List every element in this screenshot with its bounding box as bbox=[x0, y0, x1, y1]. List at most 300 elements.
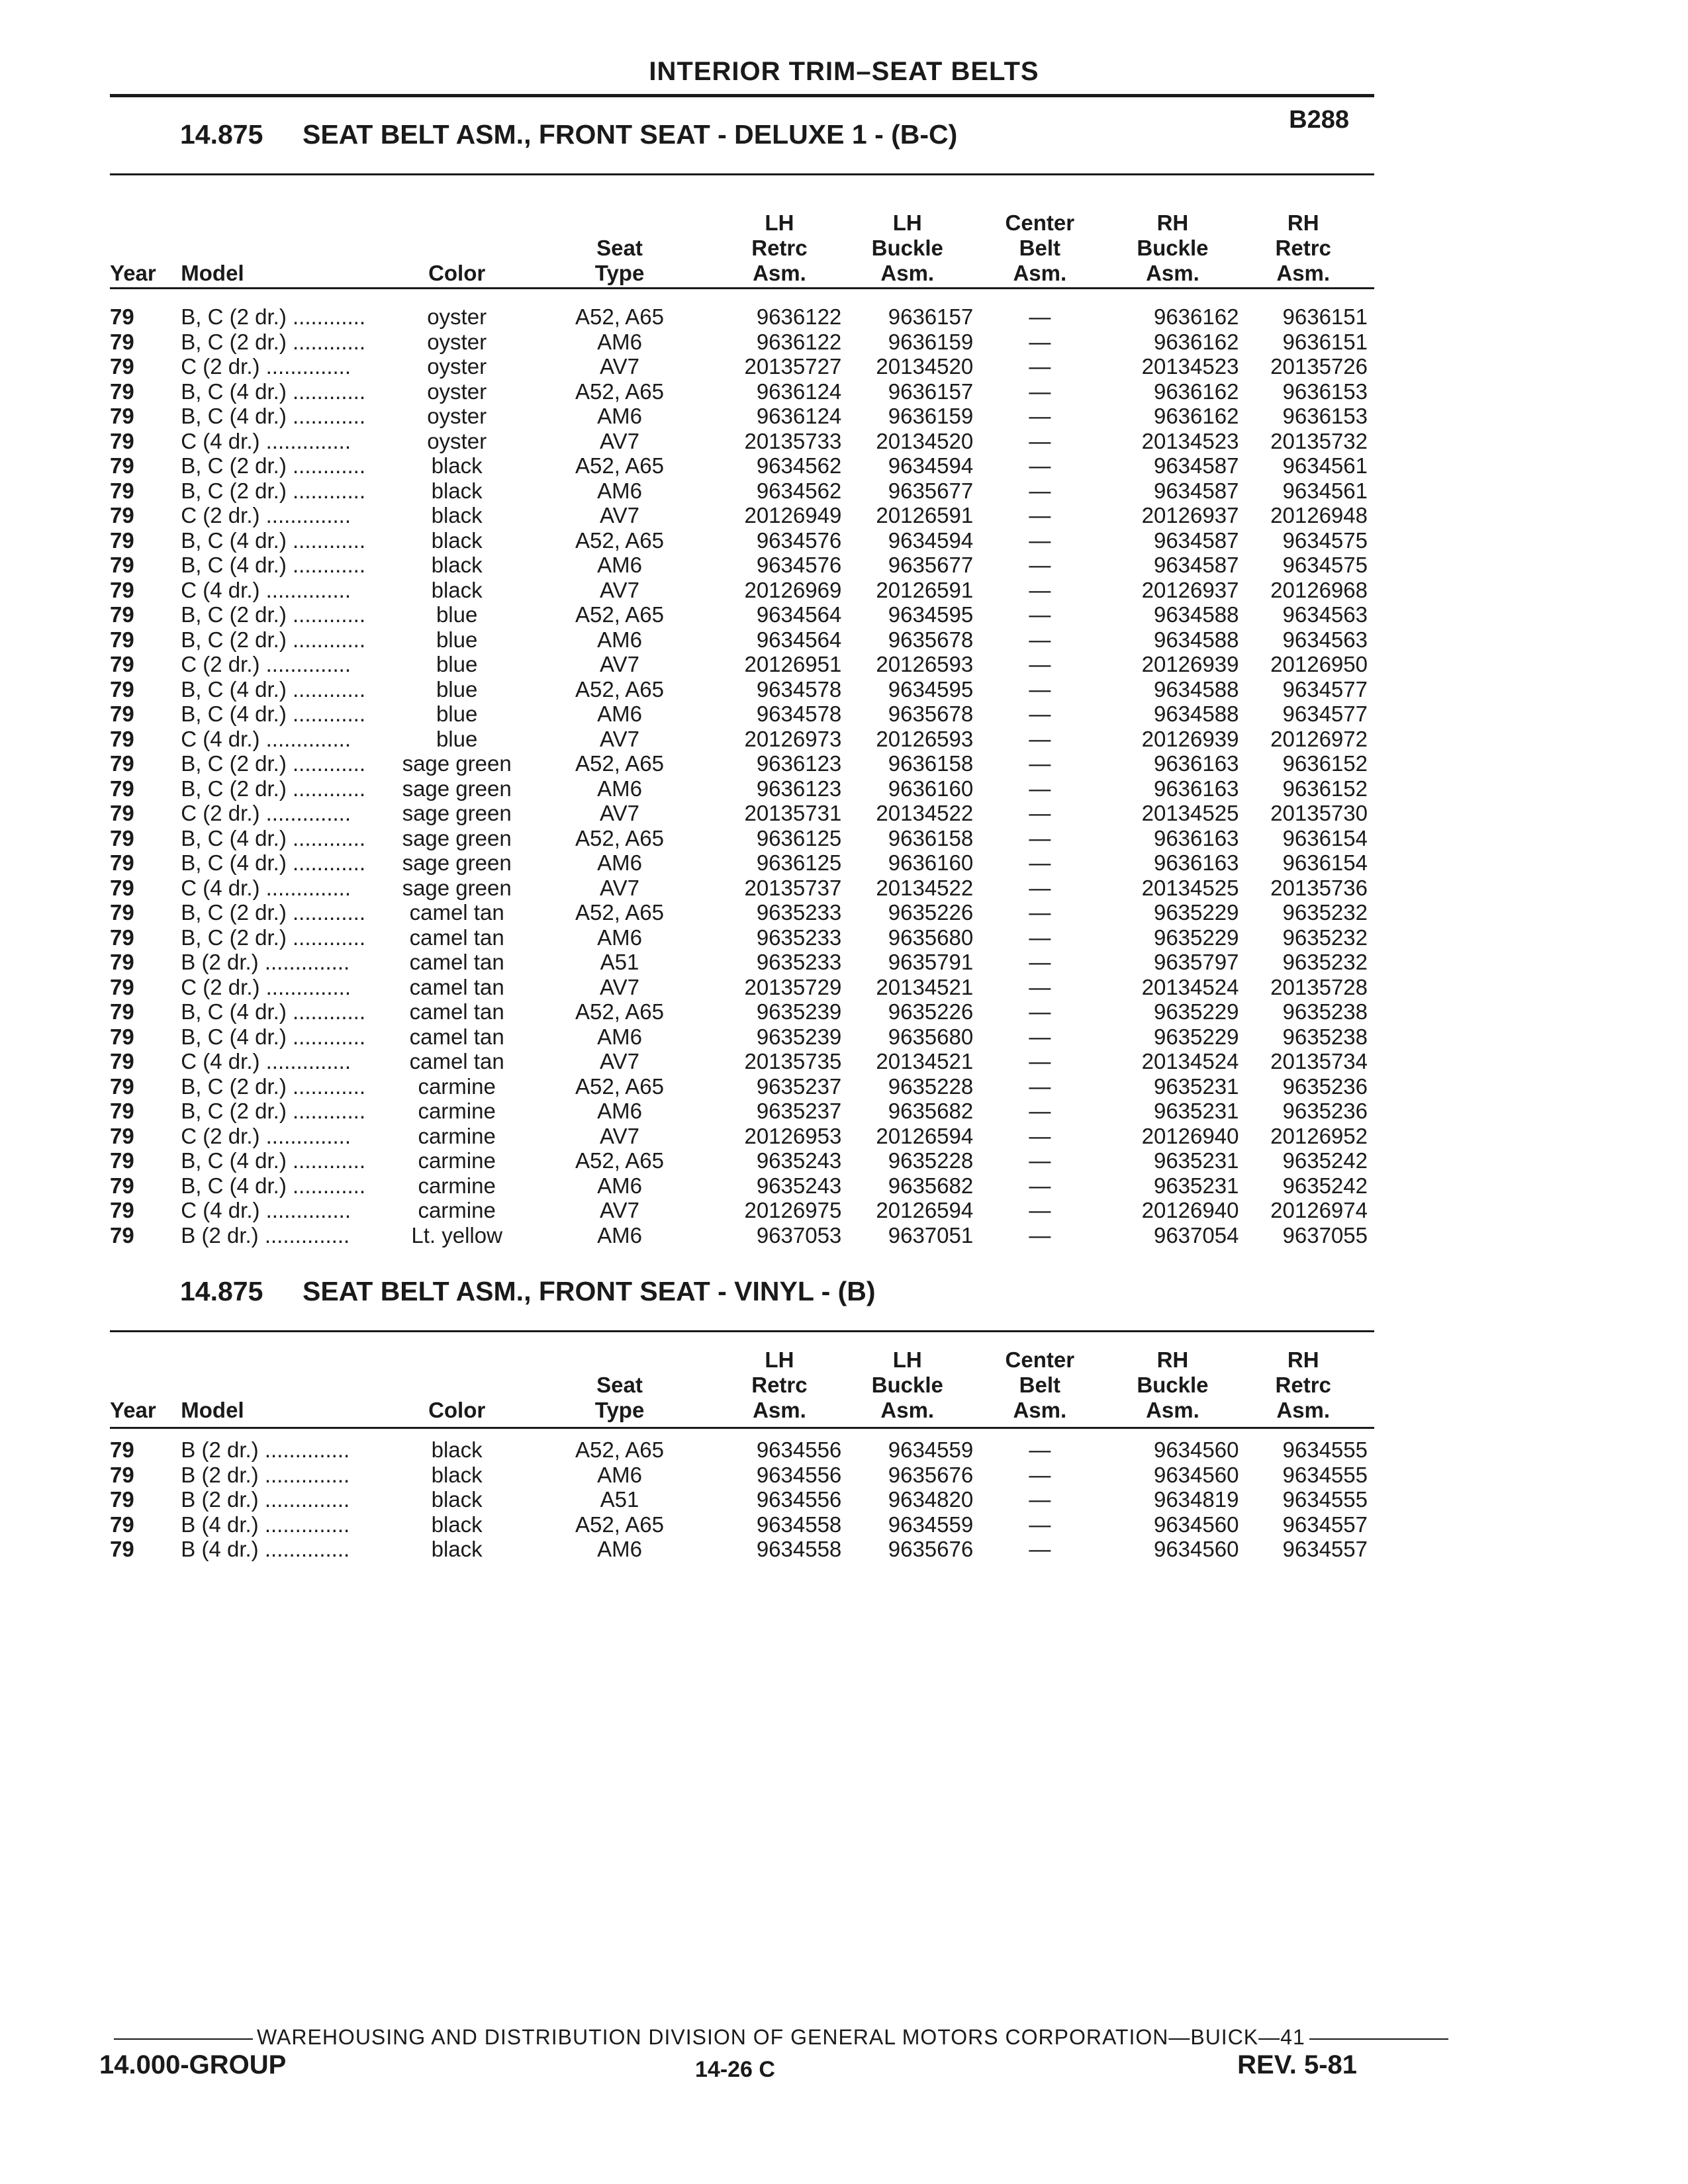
color-cell: oyster bbox=[427, 304, 487, 330]
color-cell: camel tan bbox=[409, 1024, 504, 1049]
rh-retr-cell: 20126948 bbox=[1270, 503, 1368, 528]
lh-retr-cell: 9634556 bbox=[756, 1437, 842, 1463]
table-row bbox=[110, 453, 1368, 478]
model-cell: B (2 dr.) .............. bbox=[181, 1462, 350, 1487]
rh-buckle-cell: 9634560 bbox=[1153, 1462, 1239, 1487]
lh-retr-cell: 20135735 bbox=[744, 1049, 842, 1074]
col-lh-retr: LH Retrc Asm. bbox=[751, 1347, 808, 1422]
table-row bbox=[110, 1198, 1368, 1223]
year-cell: 79 bbox=[110, 1049, 134, 1074]
lh-buckle-cell: 20126591 bbox=[876, 577, 974, 602]
model-cell: B, C (2 dr.) ............ bbox=[181, 1073, 366, 1099]
model-cell: B (2 dr.) .............. bbox=[181, 1487, 350, 1512]
table-row bbox=[110, 379, 1368, 404]
footer-group: 14.000-GROUP bbox=[99, 2050, 287, 2079]
lh-retr-cell: 20135731 bbox=[744, 801, 842, 826]
year-cell: 79 bbox=[110, 801, 134, 826]
color-cell: blue bbox=[436, 676, 478, 702]
center-belt-cell: — bbox=[1029, 1173, 1051, 1198]
rh-retr-cell: 9635238 bbox=[1282, 1024, 1368, 1049]
lh-buckle-cell: 9634595 bbox=[888, 602, 974, 627]
color-cell: camel tan bbox=[409, 950, 504, 975]
table-row bbox=[110, 925, 1368, 950]
seat-type-cell: A51 bbox=[600, 1487, 639, 1512]
table-row bbox=[110, 727, 1368, 752]
table-row bbox=[110, 950, 1368, 975]
rh-retr-cell: 20135736 bbox=[1270, 875, 1368, 900]
table-row bbox=[110, 826, 1368, 851]
table-row bbox=[110, 503, 1368, 528]
year-cell: 79 bbox=[110, 974, 134, 999]
seat-type-cell: A52, A65 bbox=[575, 825, 664, 850]
rh-buckle-cell: 9636163 bbox=[1153, 751, 1239, 776]
table-row bbox=[110, 850, 1368, 876]
lh-retr-cell: 9635239 bbox=[756, 1024, 842, 1049]
lh-retr-cell: 9634556 bbox=[756, 1487, 842, 1512]
section-2-table bbox=[110, 1345, 1368, 1562]
rh-retr-cell: 9636153 bbox=[1282, 404, 1368, 429]
model-cell: B, C (4 dr.) ............ bbox=[181, 702, 366, 727]
table-row bbox=[110, 528, 1368, 553]
seat-type-cell: AV7 bbox=[600, 1198, 639, 1223]
seat-type-cell: AM6 bbox=[597, 850, 642, 876]
table-row bbox=[110, 304, 1368, 330]
lh-retr-cell: 9635239 bbox=[756, 999, 842, 1024]
lh-retr-cell: 20126975 bbox=[744, 1198, 842, 1223]
year-cell: 79 bbox=[110, 751, 134, 776]
table-row bbox=[110, 1074, 1368, 1099]
lh-buckle-cell: 9636157 bbox=[888, 304, 974, 330]
rh-buckle-cell: 9635231 bbox=[1153, 1099, 1239, 1124]
lh-buckle-cell: 20126593 bbox=[876, 652, 974, 677]
rh-retr-cell: 9636153 bbox=[1282, 379, 1368, 404]
seat-type-cell: AV7 bbox=[600, 875, 639, 900]
rh-buckle-cell: 20134523 bbox=[1141, 354, 1239, 379]
table-row bbox=[110, 478, 1368, 504]
lh-buckle-cell: 9635678 bbox=[888, 627, 974, 652]
table-row bbox=[110, 354, 1368, 379]
rh-buckle-cell: 9634587 bbox=[1153, 478, 1239, 503]
rh-buckle-cell: 9636162 bbox=[1153, 329, 1239, 354]
lh-retr-cell: 20126969 bbox=[744, 577, 842, 602]
color-cell: blue bbox=[436, 602, 478, 627]
center-belt-cell: — bbox=[1029, 1148, 1051, 1173]
color-cell: black bbox=[431, 1437, 483, 1463]
year-cell: 79 bbox=[110, 1537, 134, 1562]
rh-retr-cell: 9635232 bbox=[1282, 950, 1368, 975]
year-cell: 79 bbox=[110, 478, 134, 503]
center-belt-cell: — bbox=[1029, 925, 1051, 950]
model-cell: B, C (2 dr.) ............ bbox=[181, 478, 366, 503]
color-cell: oyster bbox=[427, 428, 487, 453]
lh-retr-cell: 20126949 bbox=[744, 503, 842, 528]
center-belt-cell: — bbox=[1029, 1024, 1051, 1049]
seat-type-cell: AV7 bbox=[600, 801, 639, 826]
rh-retr-cell: 9634577 bbox=[1282, 676, 1368, 702]
rh-buckle-cell: 9634588 bbox=[1153, 627, 1239, 652]
center-belt-cell: — bbox=[1029, 329, 1051, 354]
color-cell: black bbox=[431, 1487, 483, 1512]
col-rh-retr: RH Retrc Asm. bbox=[1275, 1347, 1331, 1422]
footer-division-text: WAREHOUSING AND DISTRIBUTION DIVISION OF GENERAL MOTORS CORPORATION—BUICK—41 bbox=[257, 2025, 1305, 2049]
year-cell: 79 bbox=[110, 577, 134, 602]
lh-buckle-cell: 9635682 bbox=[888, 1099, 974, 1124]
center-belt-cell: — bbox=[1029, 304, 1051, 330]
rh-buckle-cell: 9634588 bbox=[1153, 602, 1239, 627]
year-cell: 79 bbox=[110, 627, 134, 652]
year-cell: 79 bbox=[110, 1073, 134, 1099]
lh-retr-cell: 9634562 bbox=[756, 478, 842, 503]
lh-retr-cell: 20126953 bbox=[744, 1123, 842, 1148]
color-cell: camel tan bbox=[409, 999, 504, 1024]
center-belt-cell: — bbox=[1029, 379, 1051, 404]
seat-type-cell: AV7 bbox=[600, 354, 639, 379]
year-cell: 79 bbox=[110, 1198, 134, 1223]
seat-type-cell: A52, A65 bbox=[575, 1148, 664, 1173]
lh-buckle-cell: 9635677 bbox=[888, 553, 974, 578]
rh-buckle-cell: 9635231 bbox=[1153, 1073, 1239, 1099]
color-cell: sage green bbox=[402, 751, 512, 776]
color-cell: sage green bbox=[402, 875, 512, 900]
year-cell: 79 bbox=[110, 354, 134, 379]
seat-type-cell: AM6 bbox=[597, 1173, 642, 1198]
model-cell: B, C (2 dr.) ............ bbox=[181, 751, 366, 776]
seat-type-cell: A52, A65 bbox=[575, 900, 664, 925]
table-row bbox=[110, 1049, 1368, 1074]
table-row bbox=[110, 1024, 1368, 1050]
model-cell: B, C (2 dr.) ............ bbox=[181, 776, 366, 801]
color-cell: sage green bbox=[402, 776, 512, 801]
year-cell: 79 bbox=[110, 379, 134, 404]
rh-buckle-cell: 20126939 bbox=[1141, 652, 1239, 677]
year-cell: 79 bbox=[110, 676, 134, 702]
center-belt-cell: — bbox=[1029, 428, 1051, 453]
rh-retr-cell: 9635242 bbox=[1282, 1148, 1368, 1173]
seat-type-cell: A52, A65 bbox=[575, 999, 664, 1024]
rh-buckle-cell: 9637054 bbox=[1153, 1222, 1239, 1248]
seat-type-cell: A52, A65 bbox=[575, 453, 664, 478]
rh-buckle-cell: 9636162 bbox=[1153, 404, 1239, 429]
col-center-belt: Center Belt Asm. bbox=[1005, 1347, 1075, 1422]
seat-type-cell: AM6 bbox=[597, 329, 642, 354]
lh-retr-cell: 20126951 bbox=[744, 652, 842, 677]
model-cell: B, C (2 dr.) ............ bbox=[181, 627, 366, 652]
center-belt-cell: — bbox=[1029, 453, 1051, 478]
center-belt-cell: — bbox=[1029, 801, 1051, 826]
year-cell: 79 bbox=[110, 1462, 134, 1487]
lh-retr-cell: 9634558 bbox=[756, 1512, 842, 1537]
center-belt-cell: — bbox=[1029, 553, 1051, 578]
rh-buckle-cell: 9634560 bbox=[1153, 1537, 1239, 1562]
color-cell: camel tan bbox=[409, 1049, 504, 1074]
year-cell: 79 bbox=[110, 602, 134, 627]
table-row bbox=[110, 1173, 1368, 1199]
rh-buckle-cell: 20134524 bbox=[1141, 974, 1239, 999]
rh-buckle-cell: 20126939 bbox=[1141, 726, 1239, 751]
section-1-top-rule bbox=[110, 173, 1374, 175]
seat-type-cell: AM6 bbox=[597, 1462, 642, 1487]
lh-retr-cell: 9634576 bbox=[756, 527, 842, 553]
seat-type-cell: AV7 bbox=[600, 726, 639, 751]
lh-retr-cell: 9636122 bbox=[756, 304, 842, 330]
col-model: Model bbox=[181, 261, 244, 285]
color-cell: black bbox=[431, 1537, 483, 1562]
year-cell: 79 bbox=[110, 1437, 134, 1463]
year-cell: 79 bbox=[110, 850, 134, 876]
section-2-title bbox=[180, 1276, 876, 1307]
table-row bbox=[110, 999, 1368, 1024]
table-row bbox=[110, 751, 1368, 776]
center-belt-cell: — bbox=[1029, 1462, 1051, 1487]
color-cell: sage green bbox=[402, 850, 512, 876]
rh-retr-cell: 9636154 bbox=[1282, 850, 1368, 876]
rh-retr-cell: 9636151 bbox=[1282, 304, 1368, 330]
rh-retr-cell: 9635236 bbox=[1282, 1099, 1368, 1124]
year-cell: 79 bbox=[110, 1148, 134, 1173]
lh-buckle-cell: 9635682 bbox=[888, 1173, 974, 1198]
seat-type-cell: AM6 bbox=[597, 925, 642, 950]
seat-type-cell: A52, A65 bbox=[575, 1073, 664, 1099]
year-cell: 79 bbox=[110, 329, 134, 354]
center-belt-cell: — bbox=[1029, 1537, 1051, 1562]
table-row bbox=[110, 702, 1368, 727]
color-cell: blue bbox=[436, 627, 478, 652]
footer-division-line bbox=[110, 2025, 1374, 2050]
col-year: Year bbox=[110, 1398, 156, 1422]
model-cell: B, C (2 dr.) ............ bbox=[181, 329, 366, 354]
seat-type-cell: A52, A65 bbox=[575, 751, 664, 776]
color-cell: carmine bbox=[418, 1099, 496, 1124]
color-cell: black bbox=[431, 553, 483, 578]
year-cell: 79 bbox=[110, 875, 134, 900]
year-cell: 79 bbox=[110, 428, 134, 453]
lh-buckle-cell: 9637051 bbox=[888, 1222, 974, 1248]
year-cell: 79 bbox=[110, 1123, 134, 1148]
footer-dash-right bbox=[1309, 2038, 1448, 2040]
lh-buckle-cell: 9636158 bbox=[888, 825, 974, 850]
rh-buckle-cell: 9634819 bbox=[1153, 1487, 1239, 1512]
col-rh-retr: RH Retrc Asm. bbox=[1275, 210, 1331, 285]
lh-buckle-cell: 9635680 bbox=[888, 1024, 974, 1049]
color-cell: carmine bbox=[418, 1198, 496, 1223]
year-cell: 79 bbox=[110, 1024, 134, 1049]
table-row bbox=[110, 429, 1368, 454]
lh-buckle-cell: 9634820 bbox=[888, 1487, 974, 1512]
lh-buckle-cell: 20134522 bbox=[876, 875, 974, 900]
seat-type-cell: AV7 bbox=[600, 428, 639, 453]
center-belt-cell: — bbox=[1029, 577, 1051, 602]
model-cell: B, C (4 dr.) ............ bbox=[181, 404, 366, 429]
year-cell: 79 bbox=[110, 726, 134, 751]
table-row bbox=[110, 1148, 1368, 1173]
lh-retr-cell: 9635243 bbox=[756, 1173, 842, 1198]
lh-buckle-cell: 9634595 bbox=[888, 676, 974, 702]
center-belt-cell: — bbox=[1029, 702, 1051, 727]
model-cell: B (4 dr.) .............. bbox=[181, 1537, 350, 1562]
seat-type-cell: A52, A65 bbox=[575, 1512, 664, 1537]
rh-buckle-cell: 9634560 bbox=[1153, 1512, 1239, 1537]
rh-retr-cell: 9636152 bbox=[1282, 751, 1368, 776]
center-belt-cell: — bbox=[1029, 404, 1051, 429]
model-cell: B, C (2 dr.) ............ bbox=[181, 602, 366, 627]
lh-buckle-cell: 9635676 bbox=[888, 1462, 974, 1487]
table-row bbox=[110, 553, 1368, 578]
center-belt-cell: — bbox=[1029, 1512, 1051, 1537]
model-cell: B, C (4 dr.) ............ bbox=[181, 1173, 366, 1198]
lh-retr-cell: 9635233 bbox=[756, 925, 842, 950]
rh-retr-cell: 9634555 bbox=[1282, 1437, 1368, 1463]
center-belt-cell: — bbox=[1029, 1222, 1051, 1248]
center-belt-cell: — bbox=[1029, 1073, 1051, 1099]
color-cell: oyster bbox=[427, 329, 487, 354]
lh-buckle-cell: 20134521 bbox=[876, 974, 974, 999]
lh-retr-cell: 20135727 bbox=[744, 354, 842, 379]
seat-type-cell: AV7 bbox=[600, 503, 639, 528]
lh-retr-cell: 9636124 bbox=[756, 404, 842, 429]
lh-retr-cell: 9635233 bbox=[756, 900, 842, 925]
page-code: B288 bbox=[1289, 106, 1349, 134]
center-belt-cell: — bbox=[1029, 1198, 1051, 1223]
rh-buckle-cell: 9635229 bbox=[1153, 1024, 1239, 1049]
rh-buckle-cell: 9635229 bbox=[1153, 900, 1239, 925]
center-belt-cell: — bbox=[1029, 354, 1051, 379]
rh-retr-cell: 20135732 bbox=[1270, 428, 1368, 453]
col-color: Color bbox=[428, 261, 486, 285]
rh-buckle-cell: 20126940 bbox=[1141, 1198, 1239, 1223]
seat-type-cell: A52, A65 bbox=[575, 676, 664, 702]
table-row bbox=[110, 1537, 1368, 1562]
rh-retr-cell: 9634563 bbox=[1282, 602, 1368, 627]
col-year: Year bbox=[110, 261, 156, 285]
center-belt-cell: — bbox=[1029, 652, 1051, 677]
rh-retr-cell: 20126972 bbox=[1270, 726, 1368, 751]
footer-dash-left bbox=[114, 2038, 253, 2040]
lh-retr-cell: 20135729 bbox=[744, 974, 842, 999]
rh-buckle-cell: 9635229 bbox=[1153, 999, 1239, 1024]
rh-buckle-cell: 9635229 bbox=[1153, 925, 1239, 950]
table-row bbox=[110, 1437, 1368, 1463]
rh-retr-cell: 20126974 bbox=[1270, 1198, 1368, 1223]
center-belt-cell: — bbox=[1029, 950, 1051, 975]
table-row bbox=[110, 578, 1368, 603]
seat-type-cell: A52, A65 bbox=[575, 379, 664, 404]
table-row bbox=[110, 900, 1368, 925]
color-cell: black bbox=[431, 1512, 483, 1537]
lh-retr-cell: 9635233 bbox=[756, 950, 842, 975]
center-belt-cell: — bbox=[1029, 875, 1051, 900]
center-belt-cell: — bbox=[1029, 1049, 1051, 1074]
rh-retr-cell: 20126968 bbox=[1270, 577, 1368, 602]
lh-retr-cell: 9634564 bbox=[756, 602, 842, 627]
color-cell: camel tan bbox=[409, 900, 504, 925]
lh-buckle-cell: 9634594 bbox=[888, 453, 974, 478]
rh-buckle-cell: 9635231 bbox=[1153, 1173, 1239, 1198]
rh-buckle-cell: 9636163 bbox=[1153, 776, 1239, 801]
model-cell: B (4 dr.) .............. bbox=[181, 1512, 350, 1537]
model-cell: C (2 dr.) .............. bbox=[181, 801, 351, 826]
year-cell: 79 bbox=[110, 503, 134, 528]
color-cell: black bbox=[431, 478, 483, 503]
center-belt-cell: — bbox=[1029, 850, 1051, 876]
table-row bbox=[110, 677, 1368, 702]
year-cell: 79 bbox=[110, 900, 134, 925]
color-cell: black bbox=[431, 1462, 483, 1487]
year-cell: 79 bbox=[110, 702, 134, 727]
col-center-belt: Center Belt Asm. bbox=[1005, 210, 1075, 285]
lh-buckle-cell: 9635228 bbox=[888, 1148, 974, 1173]
lh-retr-cell: 9637053 bbox=[756, 1222, 842, 1248]
lh-buckle-cell: 9636159 bbox=[888, 329, 974, 354]
lh-buckle-cell: 20134520 bbox=[876, 428, 974, 453]
model-cell: B, C (4 dr.) ............ bbox=[181, 825, 366, 850]
table-row bbox=[110, 975, 1368, 1000]
model-cell: B, C (4 dr.) ............ bbox=[181, 1024, 366, 1049]
lh-buckle-cell: 20134522 bbox=[876, 801, 974, 826]
model-cell: C (2 dr.) .............. bbox=[181, 354, 351, 379]
lh-buckle-cell: 9636160 bbox=[888, 850, 974, 876]
footer-revision: REV. 5-81 bbox=[1237, 2050, 1357, 2079]
rh-buckle-cell: 9634588 bbox=[1153, 702, 1239, 727]
lh-buckle-cell: 9636160 bbox=[888, 776, 974, 801]
lh-retr-cell: 9634558 bbox=[756, 1537, 842, 1562]
header-rule bbox=[110, 94, 1374, 97]
section-1-table bbox=[110, 187, 1368, 1248]
model-cell: B (2 dr.) .............. bbox=[181, 1222, 350, 1248]
table-row bbox=[110, 330, 1368, 355]
rh-retr-cell: 9634557 bbox=[1282, 1537, 1368, 1562]
col-seat-type: Seat Type bbox=[594, 236, 645, 285]
lh-buckle-cell: 20134521 bbox=[876, 1049, 974, 1074]
rh-retr-cell: 9634561 bbox=[1282, 478, 1368, 503]
table-row bbox=[110, 1512, 1368, 1537]
seat-type-cell: AM6 bbox=[597, 553, 642, 578]
rh-buckle-cell: 9636162 bbox=[1153, 379, 1239, 404]
lh-retr-cell: 9636123 bbox=[756, 776, 842, 801]
footer-page-number: 14-26 C bbox=[695, 2057, 775, 2082]
lh-buckle-cell: 9635228 bbox=[888, 1073, 974, 1099]
row-spacer bbox=[110, 1423, 1368, 1437]
lh-buckle-cell: 9636157 bbox=[888, 379, 974, 404]
rh-buckle-cell: 9635231 bbox=[1153, 1148, 1239, 1173]
year-cell: 79 bbox=[110, 925, 134, 950]
model-cell: C (4 dr.) .............. bbox=[181, 875, 351, 900]
col-lh-retr: LH Retrc Asm. bbox=[751, 210, 808, 285]
table-row bbox=[110, 652, 1368, 677]
model-cell: B, C (2 dr.) ............ bbox=[181, 453, 366, 478]
lh-retr-cell: 9634562 bbox=[756, 453, 842, 478]
table-row bbox=[110, 1124, 1368, 1149]
section-1-number: 14.875 bbox=[180, 119, 263, 150]
seat-type-cell: AM6 bbox=[597, 1099, 642, 1124]
section-1-heading: SEAT BELT ASM., FRONT SEAT - DELUXE 1 - (B-C) bbox=[303, 119, 958, 150]
rh-retr-cell: 9634575 bbox=[1282, 553, 1368, 578]
model-cell: B, C (2 dr.) ............ bbox=[181, 925, 366, 950]
model-cell: C (2 dr.) .............. bbox=[181, 652, 351, 677]
color-cell: Lt. yellow bbox=[411, 1222, 502, 1248]
color-cell: black bbox=[431, 503, 483, 528]
page-header: INTERIOR TRIM–SEAT BELTS bbox=[649, 57, 1039, 86]
center-belt-cell: — bbox=[1029, 1123, 1051, 1148]
center-belt-cell: — bbox=[1029, 676, 1051, 702]
section-1-header-rule bbox=[110, 287, 1374, 289]
model-cell: B, C (4 dr.) ............ bbox=[181, 676, 366, 702]
rh-retr-cell: 9635242 bbox=[1282, 1173, 1368, 1198]
center-belt-cell: — bbox=[1029, 825, 1051, 850]
col-lh-buckle: LH Buckle Asm. bbox=[871, 1347, 943, 1422]
col-lh-buckle: LH Buckle Asm. bbox=[871, 210, 943, 285]
model-cell: C (2 dr.) .............. bbox=[181, 974, 351, 999]
year-cell: 79 bbox=[110, 1099, 134, 1124]
